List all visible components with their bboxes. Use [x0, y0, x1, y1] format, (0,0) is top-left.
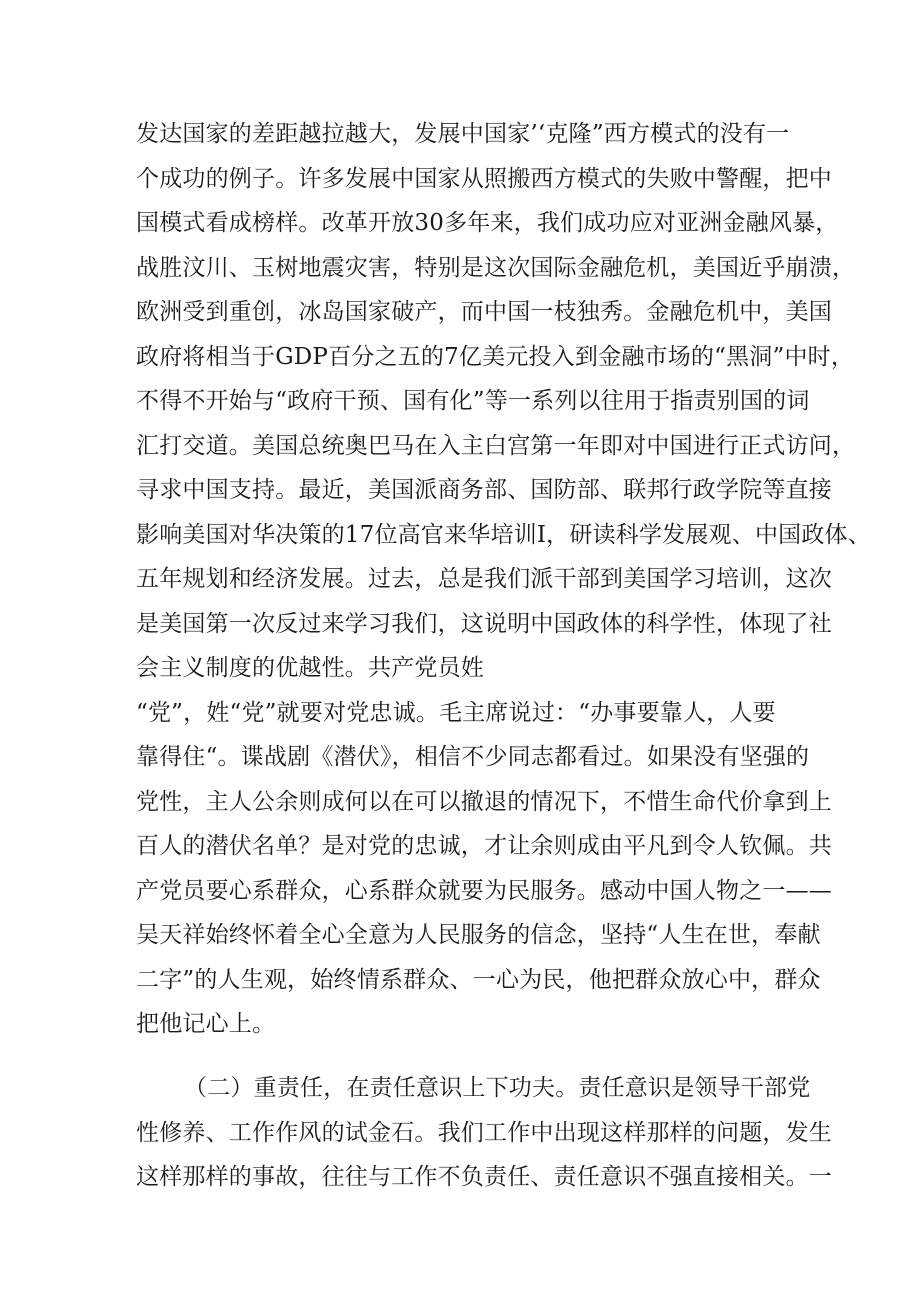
text-line: 百人的潜伏名单？是对党的忠诚，才让余则成由平凡到令人钦佩。共	[136, 833, 832, 859]
text-line: 吴天祥始终怀着全心全意为人民服务的信念，坚持“人生在世，奉献	[136, 922, 821, 948]
text-line: 发达国家的差距越拉越大，发展中国家’‘克隆”西方模式的没有一	[136, 121, 790, 147]
text-line: 政府将相当于GDP百分之五的7亿美元投入到金融市场的“黑洞”中时，	[136, 344, 855, 370]
text-line: 五年规划和经济发展。过去，总是我们派干部到美国学习培训，这次	[136, 566, 832, 592]
text-line: 这样那样的事故，往往与工作不负责任、责任意识不强直接相关。一	[136, 1164, 832, 1190]
text-line: 寻求中国支持。最近，美国派商务部、国防部、联邦行政学院等直接	[136, 477, 832, 503]
text-line: 靠得住“。谍战剧《潜伏》，相信不少同志都看过。如果没有坚强的	[136, 744, 810, 770]
text-line: 产党员要心系群众，心系群众就要为民服务。感动中国人物之一——	[136, 878, 832, 904]
text-line: 会主义制度的优越性。共产党员姓	[136, 655, 484, 681]
text-line: 战胜汶川、玉树地震灾害，特别是这次国际金融危机，美国近乎崩溃，	[136, 255, 856, 281]
text-line: 不得不开始与“政府干预、国有化”等一系列以往用于指责别国的词	[136, 388, 810, 414]
text-line: 国模式看成榜样。改革开放30多年来，我们成功应对亚洲金融风暴，	[136, 210, 839, 236]
section-heading-line: （二）重责任，在责任意识上下功夫。责任意识是领导干部党	[184, 1075, 811, 1101]
text-line: 把他记心上。	[136, 1011, 276, 1037]
text-line: 二字”的人生观，始终情系群众、一心为民，他把群众放心中，群众	[136, 967, 821, 993]
text-line: 影响美国对华决策的17位高官来华培训I，研读科学发展观、中国政体、	[136, 522, 871, 548]
text-line: 是美国第一次反过来学习我们，这说明中国政体的科学性，体现了社	[136, 611, 832, 637]
text-line: 汇打交道。美国总统奥巴马在入主白宫第一年即对中国进行正式访问，	[136, 433, 856, 459]
text-line: 个成功的例子。许多发展中国家从照搬西方模式的失败中警醒，把中	[136, 166, 832, 192]
text-line: 党性，主人公余则成何以在可以撤退的情况下，不惜生命代价拿到上	[136, 789, 832, 815]
text-line: 性修养、工作作风的试金石。我们工作中出现这样那样的问题，发生	[136, 1120, 832, 1146]
text-line: 欧洲受到重创，冰岛国家破产，而中国一枝独秀。金融危机中，美国	[136, 299, 832, 325]
text-line: “党”，姓“党”就要对党忠诚。毛主席说过：“办事要靠人，人要	[136, 700, 776, 726]
